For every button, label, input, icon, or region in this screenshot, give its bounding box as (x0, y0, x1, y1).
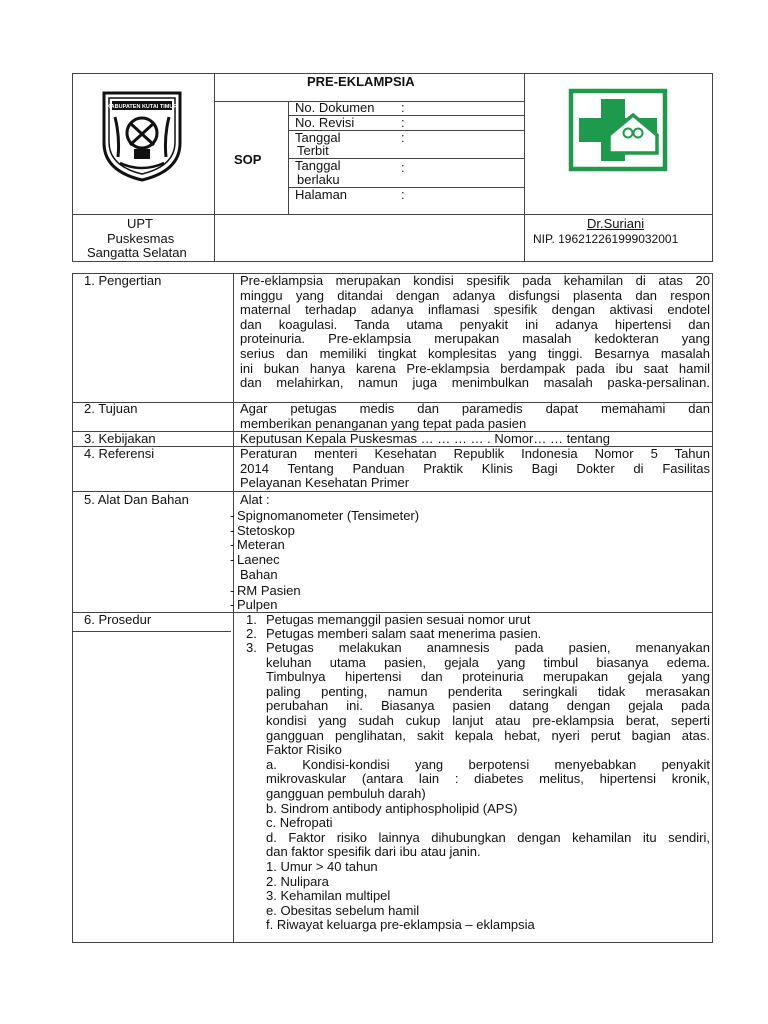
section-label-prosedur: 6. Prosedur (84, 612, 152, 627)
bahan-item: RM Pasien (237, 583, 301, 598)
alat-item-dash: - (230, 523, 235, 538)
alat-item-dash: - (230, 552, 235, 567)
kutai-timur-emblem-logo (100, 87, 184, 183)
org-line-3: Sangatta Selatan (87, 245, 187, 260)
referensi-text: Peraturan menteri Kesehatan Republik Indonesia Nomor 5 Tahun 2014 Tentang Panduan Praktik Klinis Bagi Dokter di Fasilitas Pelayanan Kesehatan Primer (240, 447, 710, 491)
alat-item: Spignomanometer (Tensimeter) (237, 508, 420, 523)
tujuan-text: Agar petugas medis dan paramedis dapat memahami dan memberikan penanganan yang tepat pada pasien (240, 402, 710, 431)
bahan-item-dash: - (230, 583, 235, 598)
sop-label: SOP (234, 152, 262, 167)
alat-item: Meteran (237, 537, 285, 552)
bahan-item: Pulpen (237, 597, 278, 612)
field-value-tanggal-berlaku: : (401, 160, 405, 175)
prosedur-step-number: 3. (246, 640, 257, 655)
section-label-kebijakan: 3. Kebijakan (84, 431, 156, 446)
kebijakan-text: Keputusan Kepala Puskesmas … … … … . Nomor… … tentang (240, 431, 610, 446)
section-label-referensi: 4. Referensi (84, 446, 155, 461)
prosedur-step-number: 2. (246, 626, 257, 641)
field-value-no-revisi: : (401, 115, 405, 130)
document-title: PRE-EKLAMPSIA (307, 74, 415, 89)
section-label-alat-bahan: 5. Alat Dan Bahan (84, 492, 189, 507)
svg-text:KABUPATEN KUTAI TIMUR: KABUPATEN KUTAI TIMUR (106, 104, 178, 110)
field-label-no-dokumen: No. Dokumen (295, 100, 375, 115)
alat-item: Laenec (237, 552, 280, 567)
pengertian-text: Pre-eklampsia merupakan kondisi spesifik pada kehamilan di atas 20 minggu yang ditandai dengan adanya disfungsi plasenta dan respon maternal terhadap adanya inflamasi spesifik dengan aktivasi endotel dan koagulasi. Tanda utama penyakit ini adanya hipertensi dan proteinuria. Pre-eklampsia merupakan masalah kedokteran yang serius dan memiliki tingkat komplesitas yang tinggi. Besarnya masalah ini bukan hanya karena Pre-eklampsia berdampak pada ibu saat hamil dan melahirkan, namun juga menimbulkan masalah paska-persalinan. (240, 274, 710, 391)
alat-item: Stetoskop (237, 523, 295, 538)
field-value-halaman: : (401, 187, 405, 202)
puskesmas-logo (567, 87, 669, 173)
prosedur-step-number: 1. (246, 612, 257, 627)
org-line-1: UPT (127, 216, 153, 231)
alat-item-dash: - (230, 537, 235, 552)
bahan-item-dash: - (230, 597, 235, 612)
alat-item-dash: - (230, 508, 235, 523)
org-line-2: Puskesmas (107, 231, 175, 246)
signer-nip: NIP. 196212261999032001 (533, 232, 679, 246)
field-label-tanggal-terbit: Tanggal (295, 130, 341, 145)
bahan-title: Bahan (240, 567, 278, 582)
field-label-tanggal-terbit-2: Terbit (297, 143, 329, 158)
field-label-halaman: Halaman (295, 187, 348, 202)
section-label-pengertian: 1. Pengertian (84, 273, 162, 288)
field-value-tanggal-terbit: : (401, 130, 405, 145)
prosedur-step: Petugas memanggil pasien sesuai nomor urut (266, 612, 531, 627)
field-label-tanggal-berlaku-2: berlaku (297, 172, 340, 187)
section-label-tujuan: 2. Tujuan (84, 401, 138, 416)
alat-title: Alat : (240, 492, 270, 507)
prosedur-step: Petugas memberi salam saat menerima pasien. (266, 626, 542, 641)
signer-name: Dr.Suriani (587, 216, 645, 231)
field-label-no-revisi: No. Revisi (295, 115, 355, 130)
prosedur-step-3-text: Petugas melakukan anamnesis pada pasien, menanyakan keluhan utama pasien, gejala yang timbul biasanya edema. Timbulnya hipertensi dan proteinuria merupakan gejala yang paling penting, namun penderita seringkali tidak merasakan perubahan ini. Biasanya pasien datang dengan gejala pada kondisi yang sudah cukup lanjut atau pre-eklampsia berat, seperti gangguan penglihatan, sakit kepala hebat, nyeri perut bagian atas. Faktor Risiko a. Kondisi-kondisi yang berpotensi menyebabkan penyakit mikrovaskular (antara lain : diabetes melitus, hipertensi kronik, gangguan pembuluh darah) b. Sindrom antibody antiphospholipid (APS) c. Nefropati d. Faktor risiko lainnya dihubungkan dengan kehamilan itu sendiri, dan faktor spesifik dari ibu atau janin. 1. Umur > 40 tahun 2. Nulipara 3. Kehamilan multipel e. Obesitas sebelum hamil f. Riwayat keluarga pre-eklampsia – eklampsia (266, 641, 710, 933)
field-label-tanggal-berlaku: Tanggal (295, 158, 341, 173)
field-value-no-dokumen: : (401, 100, 405, 115)
